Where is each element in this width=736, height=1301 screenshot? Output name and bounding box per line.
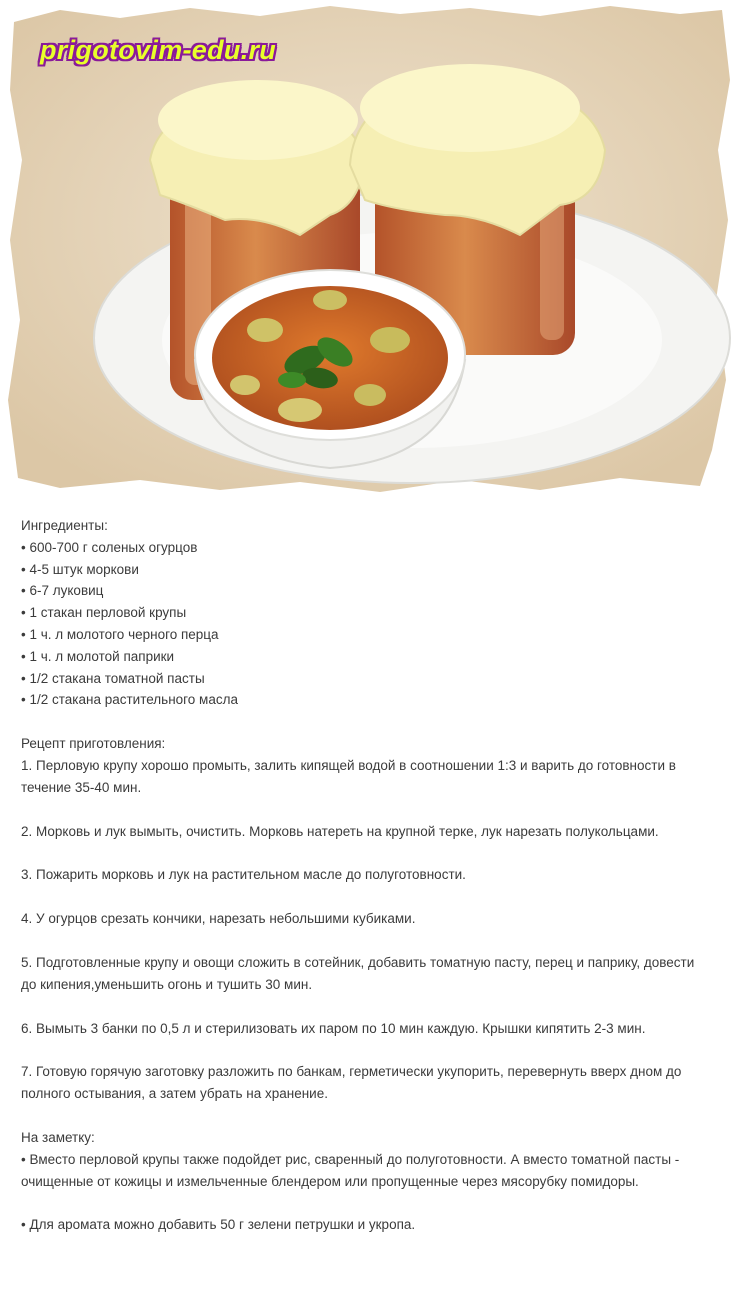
recipe-step: 7. Готовую горячую заготовку разложить по банкам, герметически укупорить, перевернуть вверх дном до полного остывания, а затем убрать на хранение. [21, 1064, 682, 1102]
recipe-step: 1. Перловую крупу хорошо промыть, залить кипящей водой в соотношении 1:3 и варить до готовности в течение 35-40 мин. [21, 757, 676, 795]
ingredient-item: • 600-700 г соленых огурцов [21, 537, 711, 559]
ingredient-item: • 1/2 стакана растительного масла [21, 689, 711, 711]
ingredient-item: • 1 ч. л молотой паприки [21, 646, 711, 668]
recipe-photo [0, 0, 736, 496]
ingredients-title: Ингредиенты: [21, 518, 108, 533]
recipe-step: 6. Вымыть 3 банки по 0,5 л и стерилизовать их паром по 10 мин каждую. Крышки кипятить 2-3 мин. [21, 1020, 646, 1036]
photo-illustration [0, 0, 736, 496]
recipe-step: 4. У огурцов срезать кончики, нарезать небольшими кубиками. [21, 911, 416, 927]
recipe-text [21, 515, 711, 1236]
note-item: • Для аромата можно добавить 50 г зелени петрушки и укропа. [21, 1214, 711, 1236]
ingredient-item: • 1/2 стакана томатной пасты [21, 668, 711, 690]
note-item: • Вместо перловой крупы также подойдет рис, сваренный до полуготовности. А вместо томатной пасты - очищенные от кожицы и измельченные блендером или пропущенные через мясорубку помидоры. [21, 1149, 711, 1193]
recipe-title: Рецепт приготовления: [21, 736, 166, 752]
ingredient-item: • 1 ч. л молотого черного перца [21, 624, 711, 646]
ingredient-item: • 1 стакан перловой крупы [21, 602, 711, 624]
notes-title: На заметку: [21, 1129, 95, 1145]
ingredient-item: • 6-7 луковиц [21, 580, 711, 602]
site-watermark: prigotovim-edu.ru [40, 35, 277, 65]
ingredient-item: • 4-5 штук моркови [21, 559, 711, 581]
recipe-step: 3. Пожарить морковь и лук на растительном масле до полуготовности. [21, 867, 466, 883]
ingredients-list [21, 537, 711, 711]
recipe-step: 2. Морковь и лук вымыть, очистить. Морковь натереть на крупной терке, лук нарезать полукольцами. [21, 823, 659, 839]
recipe-step: 5. Подготовленные крупу и овощи сложить в сотейник, добавить томатную пасту, перец и паприку, довести до кипения,уменьшить огонь и тушить 30 мин. [21, 954, 695, 992]
